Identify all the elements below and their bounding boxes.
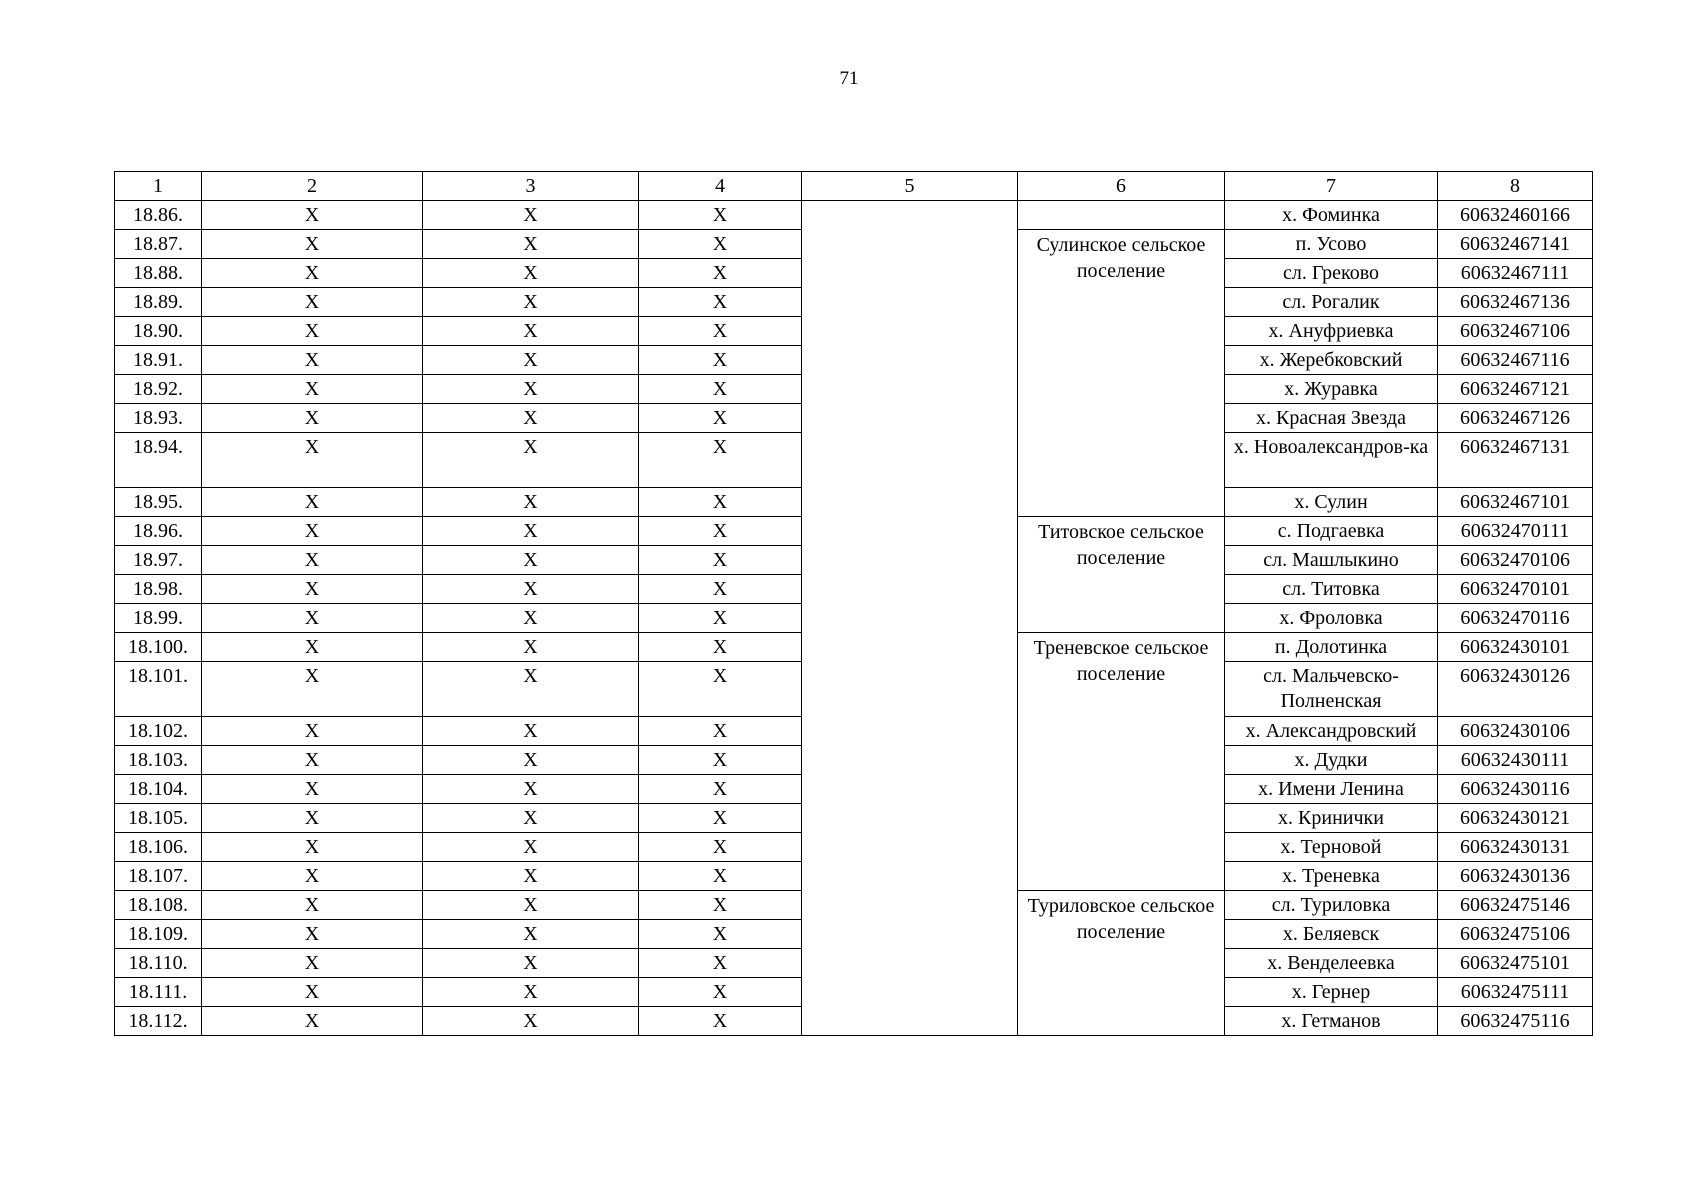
- column-4-cell: Х: [639, 633, 802, 662]
- row-number-cell: 18.105.: [115, 804, 202, 833]
- row-number-cell: 18.111.: [115, 978, 202, 1007]
- row-number-cell: 18.92.: [115, 375, 202, 404]
- code-cell: 60632460166: [1438, 201, 1593, 230]
- settlement-cell: Туриловское сельское поселение: [1018, 891, 1225, 1036]
- column-4-cell: Х: [639, 662, 802, 717]
- locality-cell: сл. Туриловка: [1225, 891, 1438, 920]
- locality-cell: х. Фоминка: [1225, 201, 1438, 230]
- column-2-cell: Х: [202, 891, 423, 920]
- header-cell: 6: [1018, 172, 1225, 201]
- header-row: [115, 172, 1593, 201]
- code-cell: 60632430106: [1438, 717, 1593, 746]
- column-4-cell: Х: [639, 346, 802, 375]
- column-3-cell: Х: [423, 633, 639, 662]
- header-cell: 5: [802, 172, 1018, 201]
- code-cell: 60632475111: [1438, 978, 1593, 1007]
- column-2-cell: Х: [202, 833, 423, 862]
- row-number-cell: 18.95.: [115, 488, 202, 517]
- column-2-cell: Х: [202, 288, 423, 317]
- locality-cell: х. Беляевск: [1225, 920, 1438, 949]
- column-4-cell: Х: [639, 230, 802, 259]
- column-3-cell: Х: [423, 978, 639, 1007]
- row-number-cell: 18.96.: [115, 517, 202, 546]
- row-number-cell: 18.93.: [115, 404, 202, 433]
- header-cell: 2: [202, 172, 423, 201]
- column-3-cell: Х: [423, 833, 639, 862]
- locality-cell: сл. Машлыкино: [1225, 546, 1438, 575]
- column-3-cell: Х: [423, 1007, 639, 1036]
- column-5-cell: [802, 201, 1018, 1036]
- column-2-cell: Х: [202, 546, 423, 575]
- column-2-cell: Х: [202, 775, 423, 804]
- column-4-cell: Х: [639, 517, 802, 546]
- code-cell: 60632467106: [1438, 317, 1593, 346]
- column-3-cell: Х: [423, 775, 639, 804]
- column-3-cell: Х: [423, 804, 639, 833]
- column-4-cell: Х: [639, 717, 802, 746]
- column-3-cell: Х: [423, 404, 639, 433]
- row-number-cell: 18.100.: [115, 633, 202, 662]
- row-number-cell: 18.101.: [115, 662, 202, 717]
- locality-cell: х. Гетманов: [1225, 1007, 1438, 1036]
- row-number-cell: 18.108.: [115, 891, 202, 920]
- settlement-cell: Треневское сельское поселение: [1018, 633, 1225, 891]
- column-4-cell: Х: [639, 604, 802, 633]
- settlement-cell: [1018, 201, 1225, 230]
- locality-cell: сл. Греково: [1225, 259, 1438, 288]
- column-3-cell: Х: [423, 375, 639, 404]
- locality-cell: х. Жеребковский: [1225, 346, 1438, 375]
- page-number: 71: [839, 68, 859, 89]
- locality-cell: с. Подгаевка: [1225, 517, 1438, 546]
- code-cell: 60632467111: [1438, 259, 1593, 288]
- code-cell: 60632467136: [1438, 288, 1593, 317]
- code-cell: 60632475101: [1438, 949, 1593, 978]
- column-2-cell: Х: [202, 920, 423, 949]
- code-cell: 60632430131: [1438, 833, 1593, 862]
- column-2-cell: Х: [202, 201, 423, 230]
- column-2-cell: Х: [202, 259, 423, 288]
- code-cell: 60632430116: [1438, 775, 1593, 804]
- code-cell: 60632475146: [1438, 891, 1593, 920]
- column-3-cell: Х: [423, 259, 639, 288]
- locality-cell: сл. Титовка: [1225, 575, 1438, 604]
- column-4-cell: Х: [639, 862, 802, 891]
- column-3-cell: Х: [423, 288, 639, 317]
- code-cell: 60632467121: [1438, 375, 1593, 404]
- column-2-cell: Х: [202, 375, 423, 404]
- locality-cell: х. Венделеевка: [1225, 949, 1438, 978]
- column-4-cell: Х: [639, 201, 802, 230]
- row-number-cell: 18.112.: [115, 1007, 202, 1036]
- column-2-cell: Х: [202, 804, 423, 833]
- row-number-cell: 18.104.: [115, 775, 202, 804]
- column-2-cell: Х: [202, 633, 423, 662]
- header-cell: 3: [423, 172, 639, 201]
- row-number-cell: 18.87.: [115, 230, 202, 259]
- column-2-cell: Х: [202, 404, 423, 433]
- column-3-cell: Х: [423, 949, 639, 978]
- row-number-cell: 18.109.: [115, 920, 202, 949]
- code-cell: 60632467101: [1438, 488, 1593, 517]
- locality-cell: х. Криничк​и: [1225, 804, 1438, 833]
- column-4-cell: Х: [639, 488, 802, 517]
- settlement-cell: Сулинское сельское поселение: [1018, 230, 1225, 517]
- column-2-cell: Х: [202, 433, 423, 488]
- column-3-cell: Х: [423, 891, 639, 920]
- column-2-cell: Х: [202, 862, 423, 891]
- column-3-cell: Х: [423, 920, 639, 949]
- column-4-cell: Х: [639, 259, 802, 288]
- column-4-cell: Х: [639, 891, 802, 920]
- code-cell: 60632467131: [1438, 433, 1593, 488]
- code-cell: 60632467116: [1438, 346, 1593, 375]
- row-number-cell: 18.94.: [115, 433, 202, 488]
- locality-cell: х. Сулин: [1225, 488, 1438, 517]
- locality-cell: п. Долотинка: [1225, 633, 1438, 662]
- column-3-cell: Х: [423, 546, 639, 575]
- column-2-cell: Х: [202, 717, 423, 746]
- column-4-cell: Х: [639, 804, 802, 833]
- column-3-cell: Х: [423, 346, 639, 375]
- column-2-cell: Х: [202, 1007, 423, 1036]
- row-number-cell: 18.102.: [115, 717, 202, 746]
- locality-cell: х. Терновой: [1225, 833, 1438, 862]
- code-cell: 60632470111: [1438, 517, 1593, 546]
- code-cell: 60632467141: [1438, 230, 1593, 259]
- column-3-cell: Х: [423, 746, 639, 775]
- locality-cell: х. Журавка: [1225, 375, 1438, 404]
- column-3-cell: Х: [423, 662, 639, 717]
- column-4-cell: Х: [639, 404, 802, 433]
- locality-cell: сл. Рогалик: [1225, 288, 1438, 317]
- column-2-cell: Х: [202, 230, 423, 259]
- row-number-cell: 18.97.: [115, 546, 202, 575]
- locality-cell: х. Новоалександров-ка: [1225, 433, 1438, 488]
- column-2-cell: Х: [202, 575, 423, 604]
- header-cell: 8: [1438, 172, 1593, 201]
- column-2-cell: Х: [202, 488, 423, 517]
- table-body: [115, 172, 1593, 1036]
- row-number-cell: 18.103.: [115, 746, 202, 775]
- row-number-cell: 18.90.: [115, 317, 202, 346]
- column-2-cell: Х: [202, 662, 423, 717]
- column-3-cell: Х: [423, 517, 639, 546]
- column-2-cell: Х: [202, 978, 423, 1007]
- column-3-cell: Х: [423, 317, 639, 346]
- table-row: [115, 201, 1593, 230]
- code-cell: 60632475106: [1438, 920, 1593, 949]
- column-3-cell: Х: [423, 717, 639, 746]
- code-cell: 60632430121: [1438, 804, 1593, 833]
- column-4-cell: Х: [639, 288, 802, 317]
- column-3-cell: Х: [423, 862, 639, 891]
- column-2-cell: Х: [202, 949, 423, 978]
- row-number-cell: 18.99.: [115, 604, 202, 633]
- locality-cell: х. Фроловка: [1225, 604, 1438, 633]
- column-4-cell: Х: [639, 317, 802, 346]
- locality-cell: х. Имени Ленина: [1225, 775, 1438, 804]
- locality-cell: х. Ануфриевка: [1225, 317, 1438, 346]
- code-cell: 60632470101: [1438, 575, 1593, 604]
- header-cell: 1: [115, 172, 202, 201]
- column-3-cell: Х: [423, 230, 639, 259]
- settlements-table: [114, 171, 1593, 1036]
- column-2-cell: Х: [202, 517, 423, 546]
- code-cell: 60632430136: [1438, 862, 1593, 891]
- locality-cell: х. Красная Звезда: [1225, 404, 1438, 433]
- column-4-cell: Х: [639, 1007, 802, 1036]
- column-2-cell: Х: [202, 346, 423, 375]
- locality-cell: сл. Мальчевско-Полненская: [1225, 662, 1438, 717]
- locality-cell: х. Александровский: [1225, 717, 1438, 746]
- column-3-cell: Х: [423, 604, 639, 633]
- locality-cell: х. Гернер: [1225, 978, 1438, 1007]
- row-number-cell: 18.88.: [115, 259, 202, 288]
- settlement-cell: Титовское сельское поселение: [1018, 517, 1225, 633]
- column-3-cell: Х: [423, 201, 639, 230]
- row-number-cell: 18.91.: [115, 346, 202, 375]
- column-4-cell: Х: [639, 920, 802, 949]
- column-3-cell: Х: [423, 488, 639, 517]
- row-number-cell: 18.86.: [115, 201, 202, 230]
- locality-cell: п. Усово: [1225, 230, 1438, 259]
- column-4-cell: Х: [639, 746, 802, 775]
- column-3-cell: Х: [423, 575, 639, 604]
- column-3-cell: Х: [423, 433, 639, 488]
- row-number-cell: 18.89.: [115, 288, 202, 317]
- column-2-cell: Х: [202, 746, 423, 775]
- column-4-cell: Х: [639, 949, 802, 978]
- column-4-cell: Х: [639, 433, 802, 488]
- column-2-cell: Х: [202, 604, 423, 633]
- column-4-cell: Х: [639, 978, 802, 1007]
- column-4-cell: Х: [639, 575, 802, 604]
- locality-cell: х. Треневка: [1225, 862, 1438, 891]
- column-4-cell: Х: [639, 775, 802, 804]
- row-number-cell: 18.107.: [115, 862, 202, 891]
- code-cell: 60632470116: [1438, 604, 1593, 633]
- locality-cell: х. Дудки: [1225, 746, 1438, 775]
- column-2-cell: Х: [202, 317, 423, 346]
- code-cell: 60632430101: [1438, 633, 1593, 662]
- row-number-cell: 18.110.: [115, 949, 202, 978]
- code-cell: 60632430126: [1438, 662, 1593, 717]
- header-cell: 4: [639, 172, 802, 201]
- column-4-cell: Х: [639, 546, 802, 575]
- code-cell: 60632467126: [1438, 404, 1593, 433]
- code-cell: 60632430111: [1438, 746, 1593, 775]
- column-4-cell: Х: [639, 833, 802, 862]
- code-cell: 60632475116: [1438, 1007, 1593, 1036]
- row-number-cell: 18.106.: [115, 833, 202, 862]
- code-cell: 60632470106: [1438, 546, 1593, 575]
- column-4-cell: Х: [639, 375, 802, 404]
- header-cell: 7: [1225, 172, 1438, 201]
- row-number-cell: 18.98.: [115, 575, 202, 604]
